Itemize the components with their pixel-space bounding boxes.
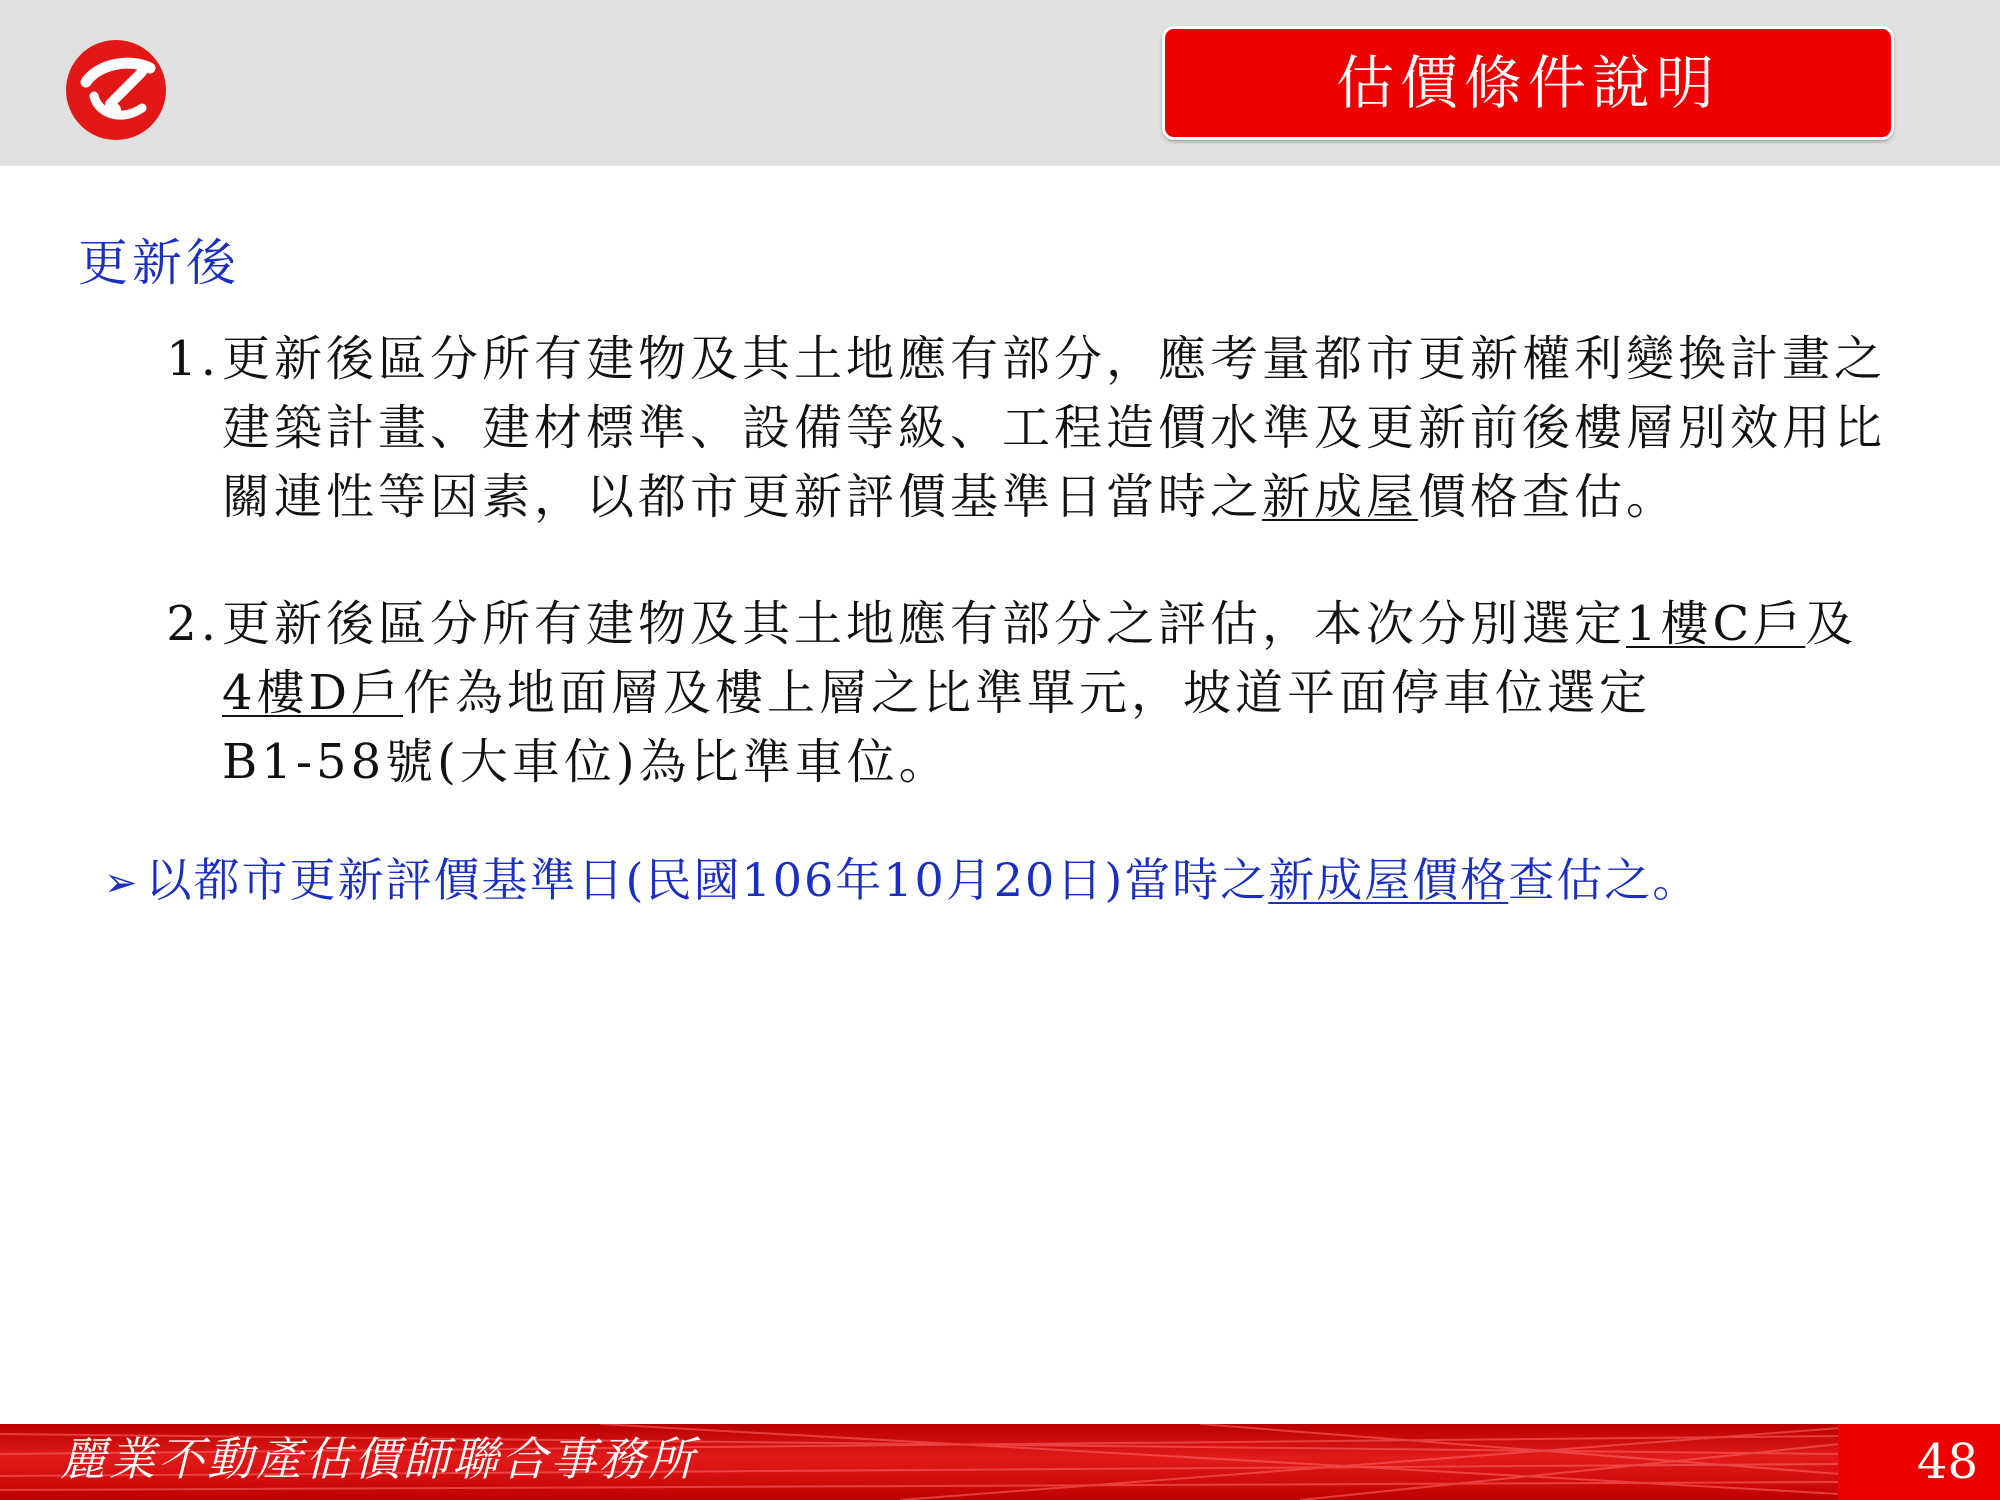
underlined-term: 新成屋價格 <box>1268 853 1509 907</box>
list-item <box>150 590 1890 797</box>
item-text-segment: 更新後區分所有建物及其土地應有部分之評估，本次分別選定 <box>222 596 1627 652</box>
page-number: 48 <box>1916 1434 1978 1490</box>
list-item-text <box>222 590 1890 797</box>
company-name: 麗業不動產估價師聯合事務所 <box>60 1432 697 1486</box>
item-text-segment: 作為地面層及樓上層之比準單元，坡道平面停車位選定 <box>403 665 1652 721</box>
slide-footer <box>0 1424 2000 1500</box>
list-item-number: 1. <box>166 331 220 387</box>
underlined-term: 1樓C戶 <box>1626 596 1806 652</box>
company-logo-icon <box>64 38 168 142</box>
page-title: 估價條件說明 <box>1335 49 1720 117</box>
arrow-bullet-icon: ➢ <box>104 860 140 906</box>
item-text-segment: 及 <box>1805 596 1858 652</box>
underlined-term: 新成屋 <box>1262 469 1419 525</box>
item-text-segment: 價格查估。 <box>1418 469 1679 525</box>
list-item-text <box>222 325 1890 532</box>
page-number-box <box>1838 1424 2000 1500</box>
item-text-segment: 更新後區分所有建物及其土地應有部分，應考量都市更新權利變換計畫之建築計畫、建材標準、設備等級、工程造價水準及更新前後樓層別效用比關連性等因素，以都市更新評價基準日當時之 <box>222 331 1887 525</box>
section-heading: 更新後 <box>78 234 240 292</box>
title-banner <box>1162 26 1894 140</box>
item-text-segment: B1-58號(大車位)為比準車位。 <box>222 734 951 790</box>
summary-note <box>104 845 1904 918</box>
list-item <box>150 325 1890 532</box>
underlined-term: 4樓D戶 <box>222 665 404 721</box>
note-text-segment: 查估之。 <box>1508 853 1701 907</box>
list-item-number: 2. <box>166 596 220 652</box>
slide-header <box>0 0 2000 166</box>
note-text-segment: 以都市更新評價基準日(民國106年10月20日)當時之 <box>145 853 1269 907</box>
